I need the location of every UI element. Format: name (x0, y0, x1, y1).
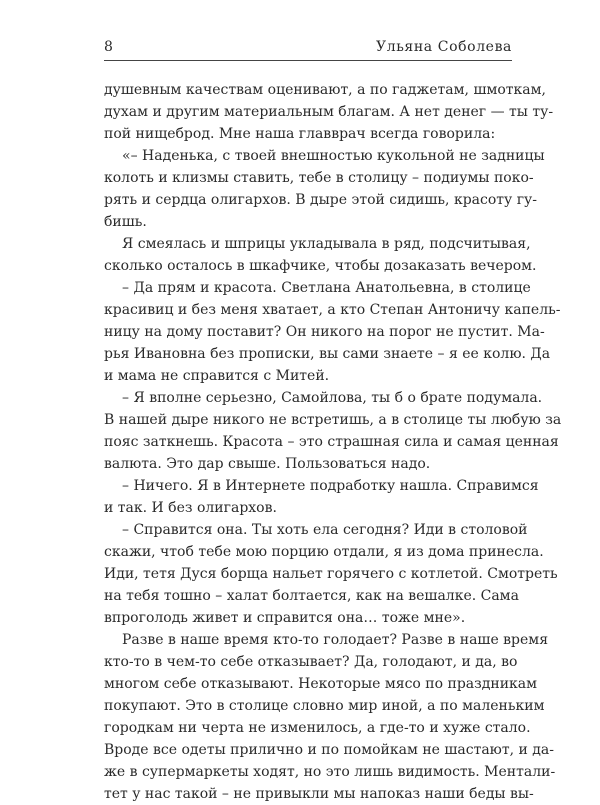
text-line: духам и другим материальным благам. А нет денег — ты ту- (104, 104, 554, 120)
text-line: сколько осталось в шкафчике, чтобы дозаказать вечером. (104, 258, 537, 274)
text-line: Вроде все одеты прилично и по помойкам не шастают, и да- (104, 742, 554, 758)
text-line: – Я вполне серьезно, Самойлова, ты б о брате подумала. (122, 390, 543, 406)
author-name: Ульяна Соболева (376, 39, 512, 55)
text-line: на тебя тошно – халат болтается, как на вешалке. Сама (104, 588, 519, 604)
text-line: же в супермаркеты ходят, но это лишь видимость. Ментали- (104, 764, 556, 780)
header-rule (104, 60, 512, 61)
text-line: «– Наденька, с твоей внешностью кукольной не задницы (122, 148, 545, 164)
text-line: ницу на дому поставит? Он никого на порог не пустит. Ма- (104, 324, 545, 340)
text-line: пояс заткнешь. Красота – это страшная сила и самая ценная (104, 434, 559, 450)
text-line: скажи, чтоб тебе мою порцию отдали, я из дома принесла. (104, 544, 544, 560)
text-line: и так. И без олигархов. (104, 500, 277, 516)
text-line: впроголодь живет и справится она… тоже мне». (104, 610, 466, 626)
running-header (104, 30, 512, 60)
text-line: бишь. (104, 214, 147, 230)
text-line: – Справится она. Ты хоть ела сегодня? Иди в столовой (122, 522, 528, 538)
text-line: Разве в наше время кто-то голодает? Разве в наше время (122, 632, 549, 648)
text-line: рять и сердца олигархов. В дыре этой сидишь, красоту гу- (104, 192, 538, 208)
text-line: рья Ивановна без прописки, вы сами знаете – я ее колю. Да (104, 346, 551, 362)
text-line: и мама не справится с Митей. (104, 368, 330, 384)
text-line: валюта. Это дар свыше. Пользоваться надо. (104, 456, 431, 472)
text-line: колоть и клизмы ставить, тебе в столицу – подиумы поко- (104, 170, 534, 186)
page-number: 8 (104, 39, 113, 55)
text-line: городкам ни черта не изменилось, а где-то и хуже стало. (104, 720, 531, 736)
text-line: пой нищеброд. Мне наша главврач всегда говорила: (104, 126, 496, 142)
text-line: тет у нас такой – не привыкли мы напоказ наши беды вы- (104, 786, 534, 802)
text-line: покупают. Это в столице словно мир иной, а по маленьким (104, 698, 545, 714)
text-line: В нашей дыре никого не встретишь, а в столице ты любую за (104, 412, 562, 428)
text-line: – Да прям и красота. Светлана Анатольевна, в столице (122, 280, 531, 296)
text-line: Я смеялась и шприцы укладывала в ряд, подсчитывая, (122, 236, 531, 252)
text-line: – Ничего. Я в Интернете подработку нашла. Справимся (122, 478, 539, 494)
text-line: душевным качествам оценивают, а по гаджетам, шмоткам, (104, 82, 546, 98)
text-line: кто-то в чем-то себе отказывает? Да, голодают, и да, во (104, 654, 518, 670)
text-line: многом себе отказывают. Некоторые мясо по праздникам (104, 676, 538, 692)
text-line: красивиц и без меня хватает, а кто Степан Антоничу капель- (104, 302, 561, 318)
text-line: Иди, тетя Дуся борща нальет горячего с котлетой. Смотреть (104, 566, 558, 582)
body-text (104, 79, 562, 805)
